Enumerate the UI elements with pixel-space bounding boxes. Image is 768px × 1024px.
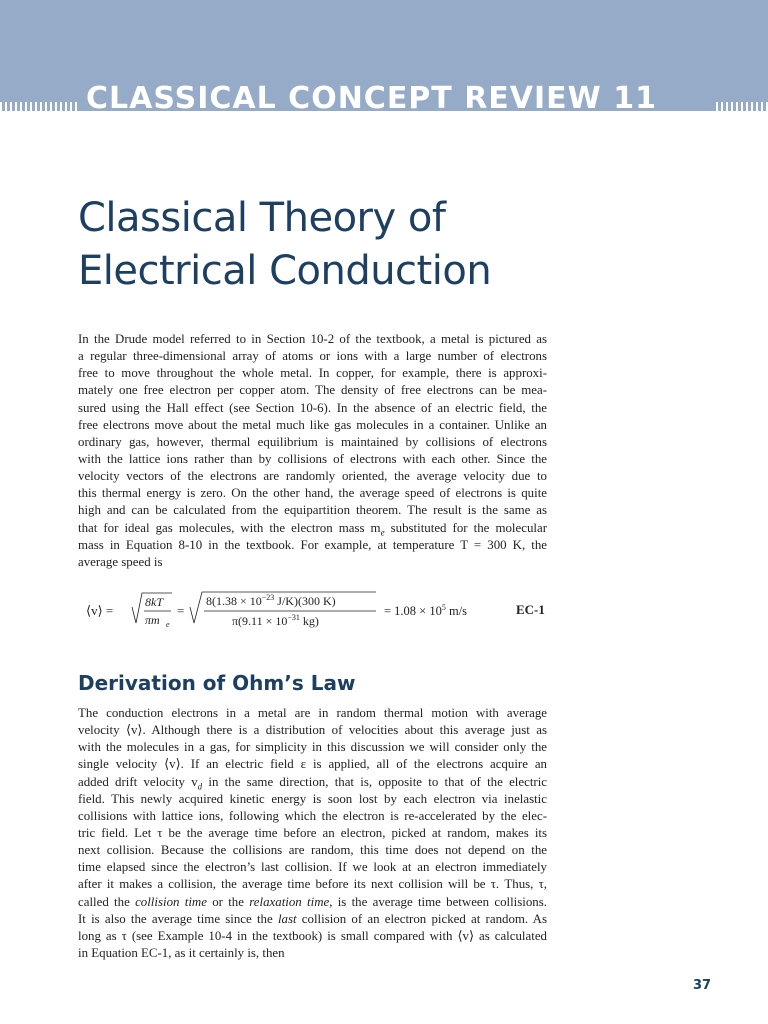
- equation-label: EC-1: [516, 602, 545, 617]
- text-fragment: It is also the average time since the: [78, 911, 278, 926]
- text-line: collisions with lattice ions, following which the electron is re-accelerated by the elec-: [78, 808, 547, 823]
- equals-sign: =: [177, 603, 185, 618]
- text-line: ordinary gas, however, thermal equilibrium is maintained by collisions of electrons: [78, 434, 547, 449]
- text-line: mately one free electron per copper atom. The density of free electrons can be mea-: [78, 383, 547, 398]
- subscript: e: [380, 527, 385, 537]
- text-fragment: or the: [206, 894, 250, 909]
- banner-title: CLASSICAL CONCEPT REVIEW 11: [86, 81, 657, 116]
- page-title: [78, 192, 638, 298]
- text-fragment: , is the average time between collisions.: [329, 894, 547, 909]
- page-number: 37: [693, 978, 712, 993]
- text-line: In the Drude model referred to in Section 10-2 of the textbook, a metal is pictured as: [78, 332, 547, 346]
- page-title-line-2: Electrical Conduction: [78, 248, 492, 294]
- fraction-1-denominator: πm: [145, 613, 160, 627]
- text-fragment: that for ideal gas molecules, with the electron mass m: [78, 520, 381, 535]
- text-line: [78, 894, 547, 911]
- equation-result: = $1.08 \times 10^5$ m/s: [384, 603, 468, 618]
- text-line: after it makes a collision, the average time before its next collision will be τ. Thus, τ,: [78, 877, 547, 892]
- text-line: [78, 774, 547, 791]
- text-line: next collision. Because the collisions are random, this time does not depend on the: [78, 843, 547, 858]
- text-line: free electrons move about the metal much like gas molecules in a container. Unlike an: [78, 417, 547, 432]
- intro-paragraph: [78, 331, 547, 571]
- text-line: [78, 520, 547, 537]
- italic-term: relaxation time: [249, 894, 330, 909]
- text-line: sured using the Hall effect (see Section 10-6). In the absence of an electric field, the: [78, 400, 547, 415]
- page-title-line-1: Classical Theory of: [78, 195, 446, 241]
- text-line: velocity vectors of the electrons are randomly oriented, the average velocity due to: [78, 469, 547, 484]
- text-line: in Equation EC-1, as it certainly is, then: [78, 945, 285, 960]
- text-fragment: collision of an electron picked at random. As: [296, 911, 547, 926]
- text-line: free to move throughout the whole metal. In copper, for example, there is approxi-: [78, 366, 547, 381]
- text-line: time elapsed since the electron’s last collision. If we look at an electron immediately: [78, 860, 547, 875]
- fraction-2-numerator: $8(1.38 \times 10^{-23}$ J/K)(300 K): [206, 593, 336, 608]
- text-line: field. This newly acquired kinetic energy is soon lost by each electron via inelastic: [78, 791, 547, 806]
- text-line: average speed is: [78, 554, 163, 569]
- text-line: [78, 911, 547, 928]
- body-paragraph: [78, 705, 547, 962]
- text-line: high and can be calculated from the equipartition theorem. The result is the same as: [78, 503, 547, 518]
- text-fragment: added drift velocity v: [78, 774, 198, 789]
- text-line: single velocity ⟨v⟩. If an electric field ε is applied, all of the electrons acquire an: [78, 757, 547, 772]
- text-fragment: in the same direction, that is, opposite to that of the electric: [202, 774, 547, 789]
- equation-lhs: ⟨v⟩ =: [86, 603, 114, 618]
- section-heading: Derivation of Ohm’s Law: [78, 671, 356, 695]
- text-fragment: substituted for the molecular: [384, 520, 547, 535]
- text-line: with the molecules in a gas, for simplicity in this discussion we will consider only the: [78, 740, 547, 755]
- text-line: this thermal energy is zero. On the other hand, the average speed of electrons is quite: [78, 486, 547, 501]
- italic-term: collision time: [135, 894, 207, 909]
- text-line: The conduction electrons in a metal are in random thermal motion with average: [78, 706, 547, 720]
- fraction-2-denominator: $\pi(9.11 \times 10^{-31}$ kg): [232, 613, 319, 628]
- subscript: d: [197, 781, 203, 791]
- equation-ec-1: [86, 590, 556, 640]
- text-line: with the lattice ions rather than by collisions of electrons with each other. Since the: [78, 451, 547, 466]
- text-line: tric field. Let τ be the average time before an electron, picked at random, makes its: [78, 825, 547, 840]
- text-line: long as τ (see Example 10-4 in the textbook) is small compared with ⟨v⟩ as calculated: [78, 928, 547, 943]
- text-fragment: called the: [78, 894, 136, 909]
- text-line: mass in Equation 8-10 in the textbook. For example, at temperature T = 300 K, the: [78, 537, 547, 552]
- italic-term: last: [277, 911, 297, 926]
- text-line: a regular three-dimensional array of atoms or ions with a large number of electrons: [78, 349, 547, 364]
- chapter-banner: [0, 0, 768, 117]
- fraction-1-numerator: 8kT: [145, 595, 163, 609]
- subscript: e: [166, 620, 170, 629]
- text-line: velocity ⟨v⟩. Although there is a distribution of velocities about this average just as: [78, 723, 547, 738]
- equation-graphic: [86, 590, 556, 640]
